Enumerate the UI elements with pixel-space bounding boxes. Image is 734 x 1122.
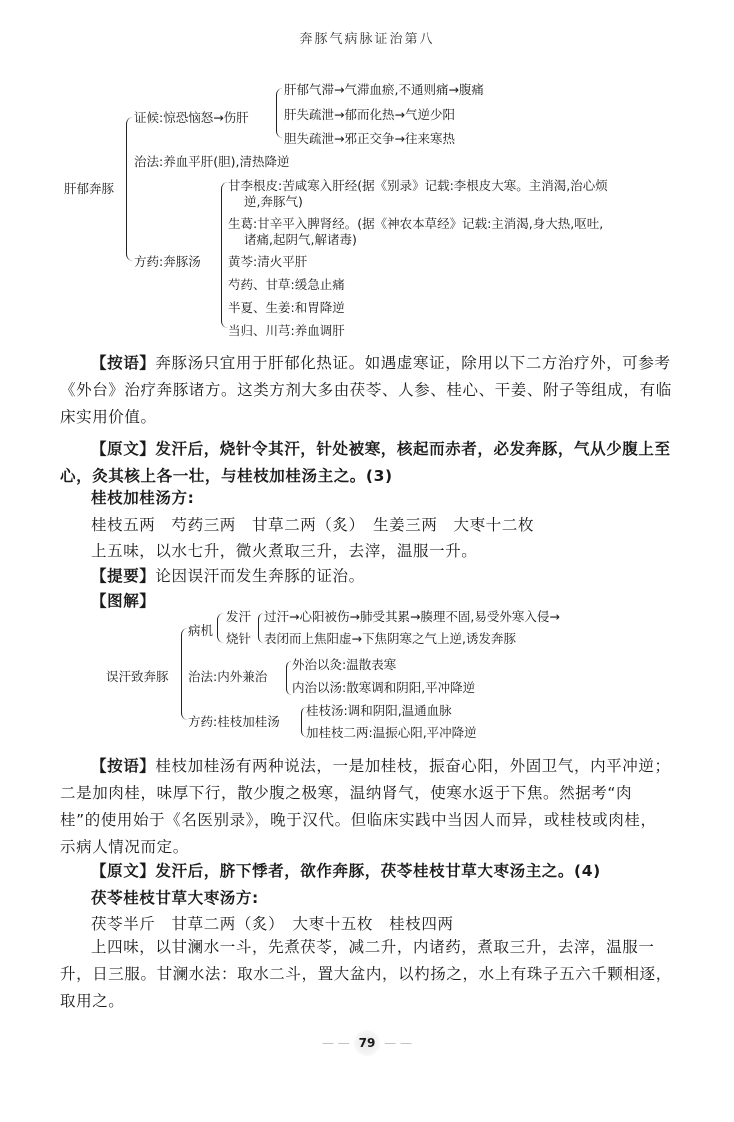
brace — [276, 88, 283, 138]
running-header: 奔豚气病脉证治第八 — [299, 32, 435, 47]
paragraph-text: 发汗后，烧针令其汗，针处被寒，核起而赤者，必发奔豚，气从少腹上至心，灸其核上各一壮，与桂枝加桂汤主之。(3) — [60, 440, 671, 485]
note-paragraph — [60, 350, 672, 431]
formula-title: 茯苓桂枝甘草大枣汤方: — [91, 889, 259, 907]
summary-paragraph — [91, 564, 365, 586]
paragraph-text: 奔豚汤只宜用于肝郁化热证。如遇虚寒证，除用以下二方治疗外，可参考《外台》治疗奔豚诸方。这类方剂大多由茯苓、人参、桂心、干姜、附子等组成，有临床实用价值。 — [60, 354, 672, 426]
diagram-leaf: 桂枝汤:调和阴阳,温通血脉 — [306, 703, 452, 718]
paragraph-text: 论因误汗而发生奔豚的证治。 — [155, 567, 365, 585]
decoration: — — — [321, 1036, 350, 1050]
diagram-branch: 病机 — [188, 623, 214, 638]
original-text-paragraph — [91, 859, 601, 881]
diagram-root: 误汗致奔豚 — [106, 669, 169, 684]
diagram-leaf: 过汗→心阳被伤→肺受其累→腠理不固,易受外寒入侵→ — [264, 609, 560, 624]
page-number-badge: 79 — [354, 1030, 380, 1056]
section-tag: 【原文】 — [91, 862, 156, 880]
diagram-leaf: 内治以汤:散寒调和阴阳,平冲降逆 — [292, 680, 476, 695]
diagram-leaf: 表闭而上焦阳虚→下焦阴寒之气上逆,诱发奔豚 — [264, 631, 516, 646]
diagram-branch: 方药:桂枝加桂汤 — [188, 714, 280, 729]
diagram-leaf: 黄芩:清火平肝 — [228, 254, 308, 269]
diagram-leaf: 加桂枝二两:温振心阳,平冲降逆 — [306, 725, 477, 740]
original-text-paragraph — [60, 436, 672, 490]
diagram-branch: 治法:养血平肝(胆),清热降逆 — [134, 154, 290, 169]
formula-method: 上五味，以水七升，微火煮取三升，去滓，温服一升。 — [91, 542, 478, 560]
diagram-leaf: 外治以灸:温散表寒 — [292, 657, 397, 672]
diagram-leaf: 诸痛,起阴气,解诸毒) — [244, 232, 357, 247]
paragraph-text: 发汗后，脐下悸者，欲作奔豚，茯苓桂枝甘草大枣汤主之。(4) — [155, 862, 601, 880]
brace — [181, 628, 188, 720]
formula-ingredients: 茯苓半斤 甘草二两（炙） 大枣十五枚 桂枝四两 — [91, 915, 454, 933]
diagram-leaf: 肝失疏泄→郁而化热→气逆少阳 — [284, 107, 455, 122]
formula-ingredients: 桂枝五两 芍药三两 甘草二两（炙） 生姜三两 大枣十二枚 — [91, 516, 535, 534]
diagram-leaf: 半夏、生姜:和胃降逆 — [228, 300, 345, 315]
diagram-root: 肝郁奔豚 — [64, 181, 115, 196]
diagram-leaf: 胆失疏泄→邪正交争→往来寒热 — [284, 131, 455, 146]
diagram-leaf: 发汗 — [226, 609, 252, 624]
diagram-leaf: 肝郁气滞→气滞血瘀,不通则痛→腹痛 — [284, 82, 484, 97]
diagram-leaf: 烧针 — [226, 631, 252, 646]
brace — [126, 117, 133, 261]
diagram-leaf: 生葛:甘辛平入脾肾经。(据《神农本草经》记载:主消渴,身大热,呕吐, — [228, 216, 604, 231]
diagram-leaf: 逆,奔豚气) — [244, 194, 303, 209]
diagram-leaf: 当归、川芎:养血调肝 — [228, 323, 345, 338]
diagram-branch: 方药:奔豚汤 — [134, 254, 201, 269]
section-tag: 【按语】 — [91, 354, 156, 372]
diagram-leaf: 芍药、甘草:缓急止痛 — [228, 277, 345, 292]
diagram-branch: 证候:惊恐恼怒→伤肝 — [134, 110, 249, 125]
page-number — [0, 1030, 734, 1056]
brace — [221, 182, 228, 328]
decoration: — — — [384, 1036, 413, 1050]
diagram-heading: 【图解】 — [91, 592, 156, 610]
section-tag: 【原文】 — [91, 440, 156, 458]
paragraph-text: 桂枝加桂汤有两种说法，一是加桂枝，振奋心阳，外固卫气，内平冲逆；二是加肉桂，味厚下行，散少腹之极寒，温纳肾气，使寒水返于下焦。然据考“肉桂”的使用始于《名医别录》，晚于汉代。但临床实践中当因人而异，或桂枝或肉桂，示病人情况而定。 — [60, 757, 671, 856]
diagram-leaf: 甘李根皮:苦咸寒入肝经(据《别录》记载:李根皮大寒。主消渴,治心烦 — [228, 178, 608, 193]
section-tag: 【按语】 — [91, 757, 156, 775]
note-paragraph — [60, 753, 672, 861]
brace — [217, 613, 224, 643]
section-tag: 【提要】 — [91, 567, 156, 585]
formula-method: 上四味，以甘澜水一斗，先煮茯苓，减二升，内诸药，煮取三升，去滓，温服一升，日三服。甘澜水法：取水二斗，置大盆内，以杓扬之，水上有珠子五六千颗相逐，取用之。 — [60, 938, 672, 1010]
formula-title: 桂枝加桂汤方: — [91, 489, 195, 507]
diagram-branch: 治法:内外兼治 — [188, 669, 268, 684]
